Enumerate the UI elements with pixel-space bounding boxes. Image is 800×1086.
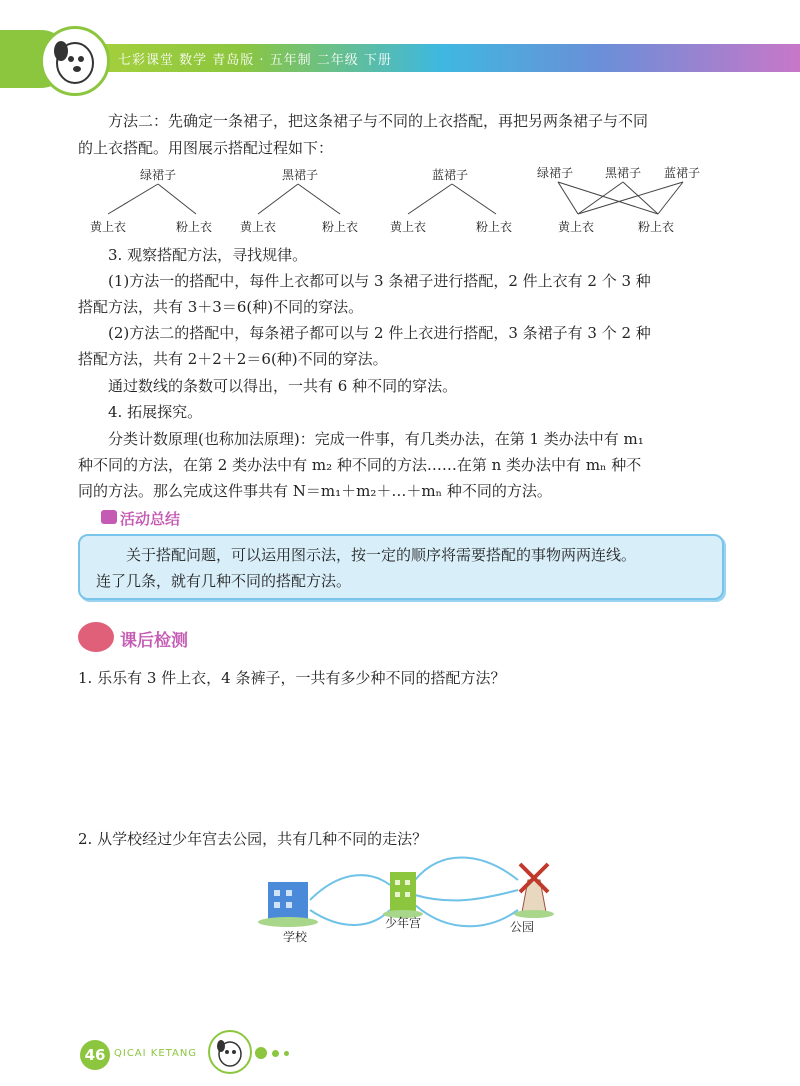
footer-brand: QICAI KETANG [114, 1048, 198, 1059]
diagram-top-pink-1: 粉上衣 [176, 220, 213, 234]
diagram-skirt-green-1: 绿裙子 [140, 168, 177, 182]
step4-heading: 4. 拓展探究。 [108, 403, 203, 421]
p1-line1: (1)方法一的搭配中，每件上衣都可以与 3 条裙子进行搭配，2 件上衣有 2 个 3 种 [108, 272, 651, 290]
summary-line2: 连了几条，就有几种不同的搭配方法。 [96, 572, 352, 590]
summary-line1: 关于搭配问题，可以运用图示法，按一定的顺序将需要搭配的事物两两连线。 [126, 546, 637, 564]
diagram-skirt-blue-2: 蓝裙子 [664, 166, 701, 180]
school-building-icon [258, 882, 318, 927]
method2-line1: 方法二：先确定一条裙子，把这条裙子与不同的上衣搭配，再把另两条裙子与不同 [108, 112, 649, 130]
diagram-top-yellow-1: 黄上衣 [90, 220, 127, 234]
summary-icon [101, 510, 117, 524]
diagram-top-yellow-2: 黄上衣 [240, 220, 277, 234]
diagram-top-pink-4: 粉上衣 [638, 220, 675, 234]
principle-line3: 同的方法。那么完成这件事共有 N＝m₁＋m₂＋…＋mₙ 种不同的方法。 [78, 482, 552, 500]
place-park: 公园 [510, 920, 535, 934]
principle-line1: 分类计数原理(也称加法原理)：完成一件事，有几类办法，在第 1 类办法中有 m₁ [108, 430, 644, 448]
diagram-skirt-black-2: 黑裙子 [605, 166, 642, 180]
place-school: 学校 [283, 930, 308, 944]
check-title: 课后检测 [120, 631, 188, 651]
diagram-top-pink-3: 粉上衣 [476, 220, 513, 234]
footer-dot-3 [284, 1051, 289, 1056]
question-1: 1. 乐乐有 3 件上衣，4 条裤子，一共有多少种不同的搭配方法？ [78, 669, 506, 687]
diagram-skirt-green-2: 绿裙子 [537, 166, 574, 180]
check-mascot-icon [78, 622, 114, 652]
footer-dog-icon [208, 1030, 252, 1074]
header-title: 七彩课堂 数学 青岛版 · 五年制 二年级 下册 [118, 53, 392, 68]
footer-dot-2 [272, 1050, 279, 1057]
diagram-skirt-black-1: 黑裙子 [282, 168, 319, 182]
summary-title: 活动总结 [120, 510, 181, 528]
diagram-top-yellow-4: 黄上衣 [558, 220, 595, 234]
step3-heading: 3. 观察搭配方法，寻找规律。 [108, 246, 308, 264]
footer-dot-1 [255, 1047, 267, 1059]
p2-line1: (2)方法二的搭配中，每条裙子都可以与 2 件上衣进行搭配，3 条裙子有 3 个 2 种 [108, 324, 651, 342]
p1-line2: 搭配方法，共有 3＋3＝6(种)不同的穿法。 [78, 298, 364, 316]
place-youth-palace: 少年宫 [385, 916, 422, 930]
windmill-park-icon [514, 864, 554, 918]
diagram-top-pink-2: 粉上衣 [322, 220, 359, 234]
page-number: 46 [80, 1040, 110, 1070]
diagram-skirt-blue-1: 蓝裙子 [432, 168, 469, 182]
method2-line2: 的上衣搭配。用图展示搭配过程如下： [78, 139, 334, 157]
principle-line2: 种不同的方法，在第 2 类办法中有 m₂ 种不同的方法……在第 n 类办法中有 mₙ 种不 [78, 456, 642, 474]
p2-line2: 搭配方法，共有 2＋2＋2＝6(种)不同的穿法。 [78, 350, 388, 368]
question-2: 2. 从学校经过少年宫去公园，共有几种不同的走法？ [78, 830, 428, 848]
diagram-top-yellow-3: 黄上衣 [390, 220, 427, 234]
lines-count: 通过数线的条数可以得出，一共有 6 种不同的穿法。 [108, 377, 458, 395]
summary-body [96, 542, 716, 594]
dog-mascot-icon [40, 26, 110, 96]
